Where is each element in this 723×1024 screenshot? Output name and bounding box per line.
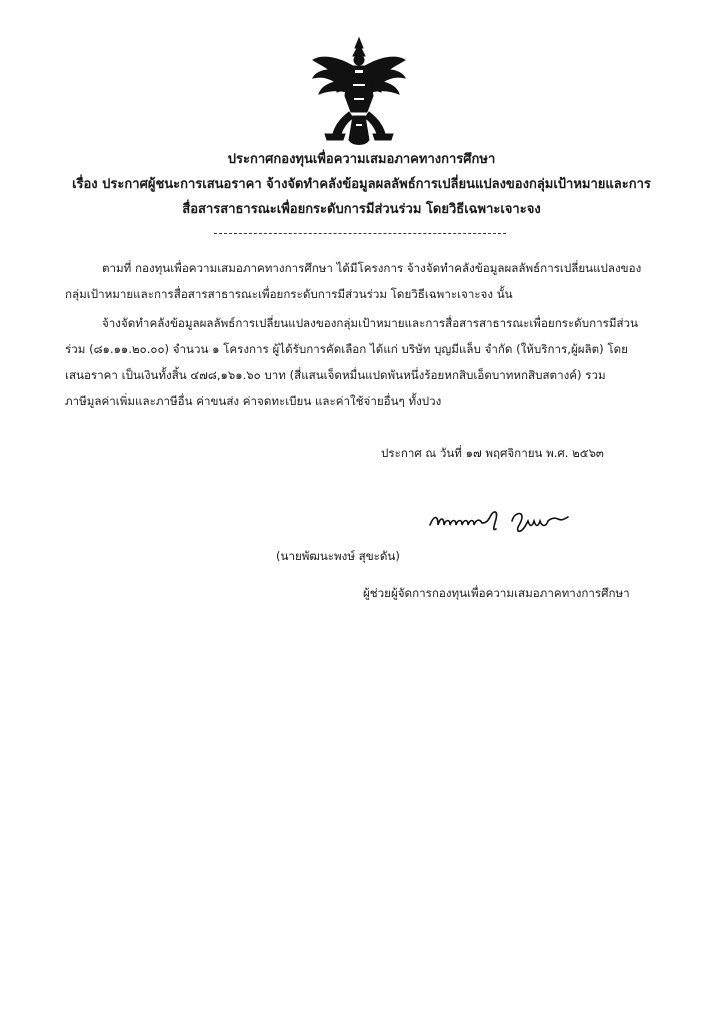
subject-line-2: สื่อสารสาธารณะเพื่อยกระดับการมีส่วนร่วม โดยวิธีเฉพาะเจาะจง bbox=[182, 202, 541, 217]
announcement-date: ประกาศ ณ วันที่ ๑๗ พฤศจิกายน พ.ศ. ๒๕๖๓ bbox=[381, 446, 604, 460]
paragraph-2-line-1: จ้างจัดทำคลังข้อมูลผลลัพธ์การเปลี่ยนแปลงของกลุ่มเป้าหมายและการสื่อสารสาธารณะเพื่อยกระดับการมีส่วน bbox=[102, 316, 638, 330]
paragraph-2-line-4: ภาษีมูลค่าเพิ่มและภาษีอื่น ค่าขนส่ง ค่าจดทะเบียน และค่าใช้จ่ายอื่นๆ ทั้งปวง bbox=[65, 394, 442, 408]
announcement-title: ประกาศกองทุนเพื่อความเสมอภาคทางการศึกษา bbox=[227, 152, 496, 167]
subject-line-1: เรื่อง ประกาศผู้ชนะการเสนอราคา จ้างจัดทำคลังข้อมูลผลลัพธ์การเปลี่ยนแปลงของกลุ่มเป้าหมายและการ bbox=[72, 177, 651, 192]
paragraph-1-line-1: ตามที่ กองทุนเพื่อความเสมอภาคทางการศึกษา ได้มีโครงการ จ้างจัดทำคลังข้อมูลผลลัพธ์การเปลี่ยนแปลงของ bbox=[102, 261, 642, 275]
garuda-emblem-icon bbox=[309, 36, 409, 150]
paragraph-1-line-2: กลุ่มเป้าหมายและการสื่อสารสาธารณะเพื่อยกระดับการมีส่วนร่วม โดยวิธีเฉพาะเจาะจง นั้น bbox=[65, 287, 513, 301]
handwritten-signature bbox=[426, 505, 574, 535]
separator-line bbox=[214, 233, 506, 234]
signatory-position: ผู้ช่วยผู้จัดการกองทุนเพื่อความเสมอภาคทางการศึกษา bbox=[363, 586, 630, 600]
paragraph-2-line-2: ร่วม (๘๑.๑๑.๒๐.๐๐) จำนวน ๑ โครงการ ผู้ได้รับการคัดเลือก ได้แก่ บริษัท บุญมีแล็บ จำกัด (ให้บริการ,ผู้ผลิต) โดย bbox=[65, 342, 628, 356]
paragraph-2-line-3: เสนอราคา เป็นเงินทั้งสิ้น ๔๗๘,๑๖๑.๖๐ บาท (สี่แสนเจ็ดหมื่นแปดพันหนึ่งร้อยหกสิบเอ็ดบาทหกสิบสตางค์) รวม bbox=[65, 368, 606, 382]
signatory-name: (นายพัฒนะพงษ์ สุขะดัน) bbox=[276, 549, 400, 563]
